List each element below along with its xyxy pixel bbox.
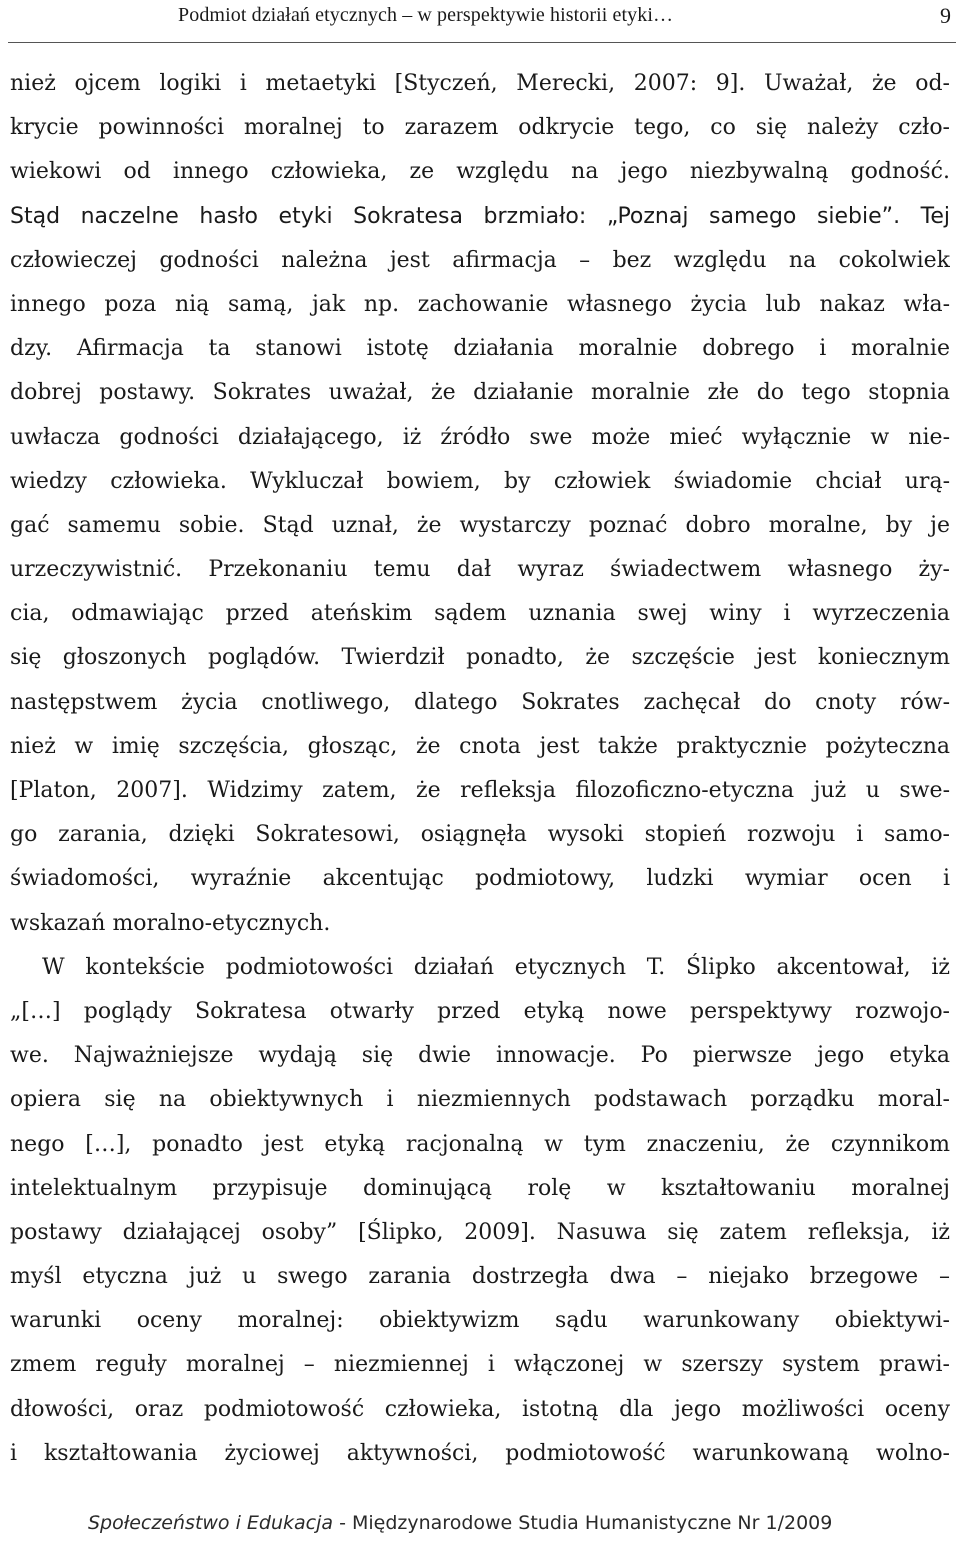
journal-footer xyxy=(88,1512,832,1534)
text-line: warunki oceny moralnej: obiektywizm sądu warunkowany obiektywi- xyxy=(10,1308,950,1334)
text-line: dzy. Afirmacja ta stanowi istotę działania moralnie dobrego i moralnie xyxy=(10,336,950,362)
text-line: się głoszonych poglądów. Twierdził ponadto, że szczęście jest koniecznym xyxy=(10,645,950,671)
text-line: we. Najważniejsze wydają się dwie innowacje. Po pierwsze jego etyka xyxy=(10,1043,950,1069)
header-divider xyxy=(8,42,956,43)
text-line: i kształtowania życiowej aktywności, podmiotowość warunkowaną wolno- xyxy=(10,1440,950,1466)
text-line: zmem reguły moralnej – niezmiennej i włączonej w szerszy system prawi- xyxy=(10,1352,950,1378)
text-line: wiekowi od innego człowieka, ze względu na jego niezbywalną godność. xyxy=(10,159,950,185)
text-line: nież w imię szczęścia, głosząc, że cnota jest także praktycznie pożyteczna xyxy=(10,733,950,759)
text-line: go zarania, dzięki Sokratesowi, osiągnęła wysoki stopień rozwoju i samo- xyxy=(10,822,950,848)
text-line: dłowości, oraz podmiotowość człowieka, istotną dla jego możliwości oceny xyxy=(10,1396,950,1422)
body-text xyxy=(10,62,950,1476)
text-line: cia, odmawiając przed ateńskim sądem uznania swej winy i wyrzeczenia xyxy=(10,601,950,627)
text-line: opiera się na obiektywnych i niezmiennych podstawach porządku moral- xyxy=(10,1087,950,1113)
text-line: intelektualnym przypisuje dominującą rolę w kształtowaniu moralnej xyxy=(10,1175,950,1201)
text-line: uwłacza godności działającego, iż źródło swe może mieć wyłącznie w nie- xyxy=(10,424,950,450)
text-line: [Platon, 2007]. Widzimy zatem, że refleksja filozoficzno-etyczna już u swe- xyxy=(10,778,950,803)
text-line: człowieczej godności należna jest afirmacja – bez względu na cokolwiek xyxy=(10,247,950,273)
running-footer xyxy=(0,1512,960,1542)
text-line: myśl etyczna już u swego zarania dostrzegła dwa – niejako brzegowe – xyxy=(10,1264,950,1290)
text-line: następstwem życia cnotliwego, dlatego Sokrates zachęcał do cnoty rów- xyxy=(10,689,950,715)
text-line: wskazań moralno-etycznych. xyxy=(10,910,331,936)
text-line: Stąd naczelne hasło etyki Sokratesa brzmiało: „Poznaj samego siebie”. Tej xyxy=(10,203,950,229)
text-line: nego […], ponadto jest etyką racjonalną w tym znaczeniu, że czynnikom xyxy=(10,1131,950,1157)
text-line: gać samemu sobie. Stąd uznał, że wystarczy poznać dobro moralne, by je xyxy=(10,512,950,538)
text-line: „[…] poglądy Sokratesa otwarły przed etyką nowe perspektywy rozwojo- xyxy=(10,998,950,1024)
paragraph-first-line: W kontekście podmiotowości działań etycznych T. Ślipko akcentował, iż xyxy=(42,954,950,980)
page-number: 9 xyxy=(940,3,951,28)
running-header xyxy=(0,0,960,44)
text-line: innego poza nią samą, jak np. zachowanie własnego życia lub nakaz wła- xyxy=(10,291,950,317)
running-header-title: Podmiot działań etycznych – w perspektywie historii etyki… xyxy=(178,4,674,26)
journal-issue: - Międzynarodowe Studia Humanistyczne Nr 1/2009 xyxy=(333,1512,833,1534)
text-line: wiedzy człowieka. Wykluczał bowiem, by człowiek świadomie chciał urą- xyxy=(10,468,950,494)
text-line: urzeczywistnić. Przekonaniu temu dał wyraz świadectwem własnego ży- xyxy=(10,557,950,583)
text-line: nież ojcem logiki i metaetyki [Styczeń, Merecki, 2007: 9]. Uważał, że od- xyxy=(10,71,950,96)
text-line: świadomości, wyraźnie akcentując podmiotowy, ludzki wymiar ocen i xyxy=(10,866,950,892)
text-line: krycie powinności moralnej to zarazem odkrycie tego, co się należy czło- xyxy=(10,115,950,141)
text-line: postawy działającej osoby” [Ślipko, 2009]. Nasuwa się zatem refleksja, iż xyxy=(10,1219,950,1245)
text-line: dobrej postawy. Sokrates uważał, że działanie moralnie złe do tego stopnia xyxy=(10,380,950,406)
journal-name: Społeczeństwo i Edukacja xyxy=(88,1512,334,1534)
